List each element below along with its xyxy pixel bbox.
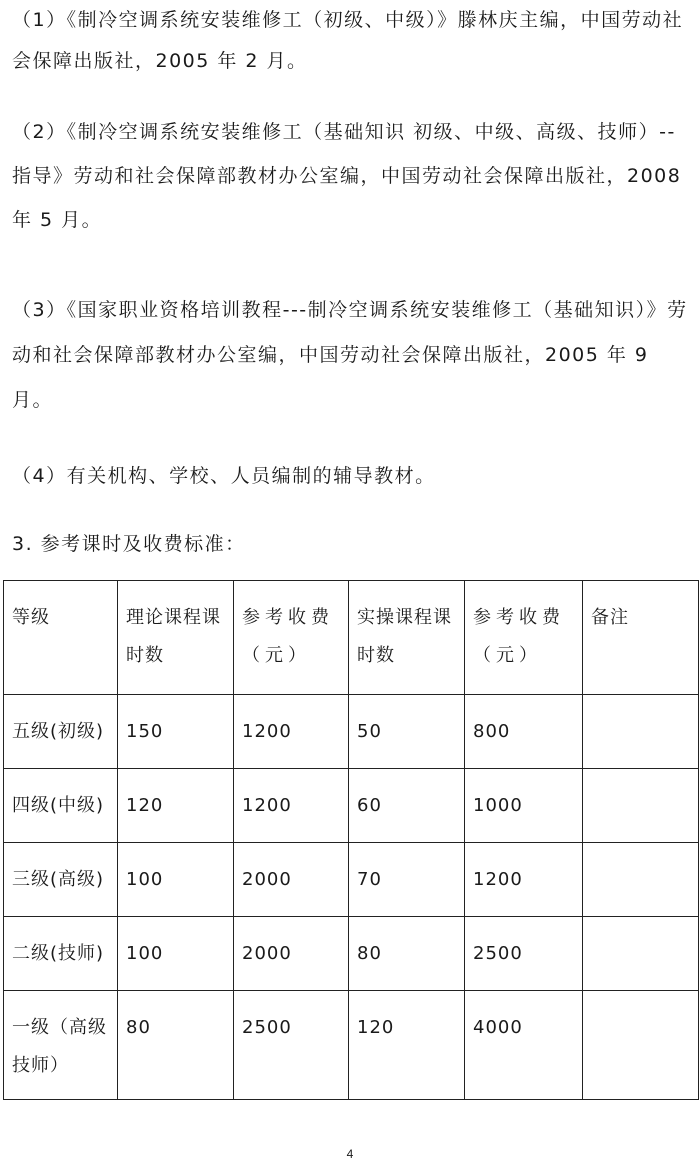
cell-theory-fee: 1200 bbox=[234, 769, 349, 843]
cell-practical-fee: 800 bbox=[465, 695, 583, 769]
header-level: 等级 bbox=[4, 581, 118, 695]
cell-remarks bbox=[583, 843, 699, 917]
header-practical-hours: 实操课程课时数 bbox=[349, 581, 465, 695]
cell-level: 一级（高级技师） bbox=[4, 991, 118, 1100]
cell-level: 二级(技师) bbox=[4, 917, 118, 991]
header-remarks: 备注 bbox=[583, 581, 699, 695]
table-header-row bbox=[4, 581, 699, 695]
cell-theory-hours: 80 bbox=[118, 991, 234, 1100]
cell-remarks bbox=[583, 695, 699, 769]
header-theory-hours: 理论课程课时数 bbox=[118, 581, 234, 695]
cell-theory-hours: 150 bbox=[118, 695, 234, 769]
cell-practical-hours: 80 bbox=[349, 917, 465, 991]
cell-practical-fee: 4000 bbox=[465, 991, 583, 1100]
header-practical-fee: 参考收费（元） bbox=[465, 581, 583, 695]
cell-practical-hours: 50 bbox=[349, 695, 465, 769]
fee-standard-table bbox=[3, 580, 699, 1100]
cell-theory-fee: 2500 bbox=[234, 991, 349, 1100]
reference-item-1: （1）《制冷空调系统安装维修工（初级、中级）》滕林庆主编，中国劳动社会保障出版社，2005 年 2 月。 bbox=[12, 9, 684, 72]
cell-practical-fee: 1000 bbox=[465, 769, 583, 843]
header-theory-fee: 参考收费（元） bbox=[234, 581, 349, 695]
cell-remarks bbox=[583, 769, 699, 843]
cell-practical-hours: 60 bbox=[349, 769, 465, 843]
section-heading-hours-fees: 3. 参考课时及收费标准： bbox=[12, 533, 246, 555]
table-row bbox=[4, 843, 699, 917]
reference-item-2: （2）《制冷空调系统安装维修工（基础知识 初级、中级、高级、技师）--指导》劳动和社会保障部教材办公室编，中国劳动社会保障出版社，2008 年 5 月。 bbox=[12, 121, 689, 231]
cell-remarks bbox=[583, 991, 699, 1100]
cell-theory-fee: 2000 bbox=[234, 843, 349, 917]
cell-theory-fee: 1200 bbox=[234, 695, 349, 769]
cell-level: 五级(初级) bbox=[4, 695, 118, 769]
table-row bbox=[4, 695, 699, 769]
cell-remarks bbox=[583, 917, 699, 991]
cell-practical-fee: 1200 bbox=[465, 843, 583, 917]
table-row bbox=[4, 917, 699, 991]
cell-theory-hours: 100 bbox=[118, 843, 234, 917]
cell-theory-hours: 120 bbox=[118, 769, 234, 843]
cell-level: 三级(高级) bbox=[4, 843, 118, 917]
cell-practical-hours: 120 bbox=[349, 991, 465, 1100]
cell-practical-fee: 2500 bbox=[465, 917, 583, 991]
page-number: 4 bbox=[346, 1147, 354, 1161]
cell-theory-fee: 2000 bbox=[234, 917, 349, 991]
cell-level: 四级(中级) bbox=[4, 769, 118, 843]
reference-item-4: （4）有关机构、学校、人员编制的辅导教材。 bbox=[12, 465, 436, 487]
table-row bbox=[4, 769, 699, 843]
table-row bbox=[4, 991, 699, 1100]
cell-practical-hours: 70 bbox=[349, 843, 465, 917]
cell-theory-hours: 100 bbox=[118, 917, 234, 991]
reference-item-3: （3）《国家职业资格培训教程---制冷空调系统安装维修工（基础知识）》劳动和社会保障部教材办公室编，中国劳动社会保障出版社，2005 年 9 月。 bbox=[12, 299, 688, 411]
